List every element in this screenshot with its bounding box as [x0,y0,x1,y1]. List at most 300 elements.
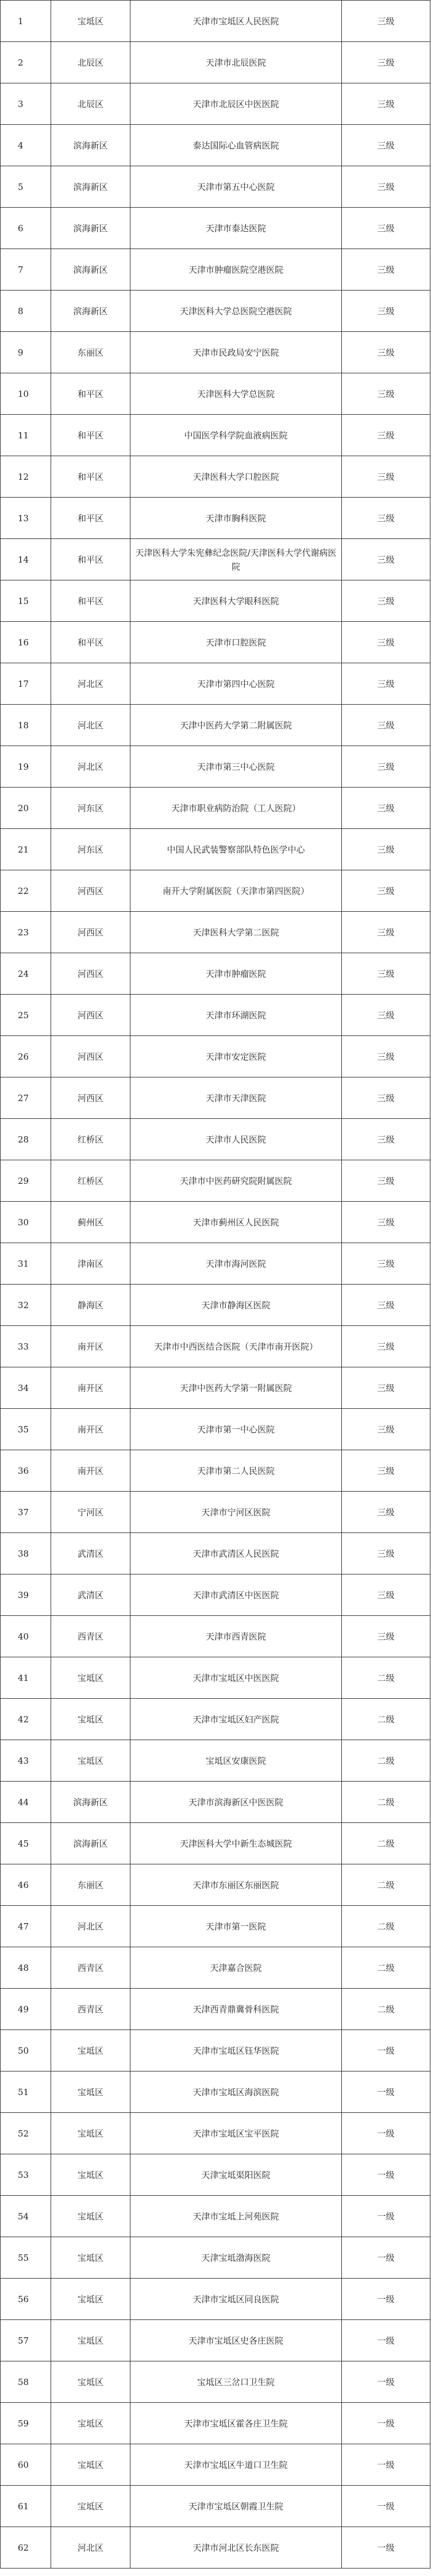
hospital-name-cell: 天津市胸科医院 [130,498,342,539]
district-cell: 滨海新区 [51,291,130,332]
hospital-level-cell: 一级 [342,2113,430,2154]
row-number-cell: 26 [1,1036,51,1077]
district-cell: 和平区 [51,415,130,456]
row-number-cell: 2 [1,42,51,83]
district-cell: 宝坻区 [51,2196,130,2237]
hospital-name-cell: 天津市口腔医院 [130,622,342,663]
hospital-name-cell: 天津市人民医院 [130,1119,342,1160]
table-row [1,1989,430,2030]
district-cell: 宝坻区 [51,2071,130,2113]
table-row [1,2279,430,2320]
row-number-cell: 32 [1,1285,51,1326]
hospital-name-cell: 天津市第五中心医院 [130,166,342,208]
hospital-name-cell: 天津医科大学口腔医院 [130,456,342,498]
hospital-level-cell: 二级 [342,1699,430,1740]
row-number-cell: 55 [1,2237,51,2279]
row-number-cell: 47 [1,1906,51,1947]
district-cell: 河东区 [51,788,130,829]
table-row [1,456,430,498]
hospital-level-cell: 二级 [342,1657,430,1699]
hospital-level-cell: 一级 [342,2071,430,2113]
table-row [1,1906,430,1947]
district-cell: 宝坻区 [51,2154,130,2196]
table-row [1,1285,430,1326]
hospital-name-cell: 天津市宝坻上河苑医院 [130,2196,342,2237]
hospital-level-cell: 二级 [342,1782,430,1823]
table-row [1,1367,430,1409]
hospital-name-cell: 天津市宝坻区朝霞卫生院 [130,2486,342,2527]
table-row [1,2071,430,2113]
row-number-cell: 35 [1,1409,51,1450]
district-cell: 河西区 [51,1077,130,1119]
district-cell: 和平区 [51,456,130,498]
table-row [1,415,430,456]
hospital-level-cell: 二级 [342,1947,430,1989]
row-number-cell: 57 [1,2320,51,2361]
row-number-cell: 45 [1,1823,51,1864]
hospital-name-cell: 天津市宝坻区牛道口卫生院 [130,2444,342,2486]
table-row [1,2444,430,2486]
table-row [1,995,430,1036]
row-number-cell: 52 [1,2113,51,2154]
district-cell: 河东区 [51,829,130,870]
hospital-name-cell: 天津医科大学总医院空港医院 [130,291,342,332]
district-cell: 滨海新区 [51,1782,130,1823]
table-row [1,2486,430,2527]
table-row [1,870,430,912]
table-row [1,1574,430,1616]
district-cell: 河西区 [51,953,130,995]
row-number-cell: 20 [1,788,51,829]
hospital-name-cell: 天津市中西医结合医院（天津市南开医院） [130,1326,342,1367]
table-row [1,166,430,208]
hospital-level-cell: 一级 [342,2361,430,2403]
hospital-level-cell: 三级 [342,1450,430,1492]
table-row [1,208,430,249]
hospital-name-cell: 天津市天津医院 [130,1077,342,1119]
table-row [1,2237,430,2279]
table-row [1,1202,430,1243]
district-cell: 河西区 [51,995,130,1036]
hospital-level-cell: 三级 [342,249,430,291]
table-row [1,332,430,373]
district-cell: 宝坻区 [51,2030,130,2071]
hospital-name-cell: 天津市第一医院 [130,1906,342,1947]
district-cell: 宝坻区 [51,2113,130,2154]
row-number-cell: 12 [1,456,51,498]
row-number-cell: 13 [1,498,51,539]
hospital-level-cell: 三级 [342,1119,430,1160]
table-row [1,829,430,870]
row-number-cell: 27 [1,1077,51,1119]
district-cell: 宝坻区 [51,1699,130,1740]
hospital-name-cell: 天津嘉合医院 [130,1947,342,1989]
district-cell: 西青区 [51,1616,130,1657]
hospital-level-cell: 三级 [342,208,430,249]
table-row [1,1533,430,1574]
district-cell: 宝坻区 [51,2444,130,2486]
hospital-name-cell: 天津医科大学总医院 [130,373,342,415]
hospital-name-cell: 天津市西青医院 [130,1616,342,1657]
hospital-level-cell: 三级 [342,1367,430,1409]
district-cell: 滨海新区 [51,249,130,291]
table-row [1,498,430,539]
hospital-table-body [1,1,430,2569]
table-row [1,291,430,332]
row-number-cell: 28 [1,1119,51,1160]
table-row [1,1036,430,1077]
table-row [1,539,430,580]
row-number-cell: 56 [1,2279,51,2320]
district-cell: 津南区 [51,1243,130,1285]
district-cell: 南开区 [51,1367,130,1409]
district-cell: 宝坻区 [51,1657,130,1699]
hospital-level-cell: 三级 [342,870,430,912]
row-number-cell: 23 [1,912,51,953]
hospital-level-cell: 一级 [342,2154,430,2196]
hospital-name-cell: 天津医科大学眼科医院 [130,580,342,622]
hospital-name-cell: 天津市滨海新区中医医院 [130,1782,342,1823]
hospital-name-cell: 天津市宝坻区史各庄医院 [130,2320,342,2361]
row-number-cell: 8 [1,291,51,332]
table-row [1,953,430,995]
table-row [1,1326,430,1367]
row-number-cell: 7 [1,249,51,291]
table-row [1,125,430,166]
hospital-name-cell: 天津市环湖医院 [130,995,342,1036]
district-cell: 南开区 [51,1450,130,1492]
hospital-name-cell: 天津市武清区中医医院 [130,1574,342,1616]
district-cell: 滨海新区 [51,125,130,166]
hospital-name-cell: 南开大学附属医院（天津市第四医院） [130,870,342,912]
row-number-cell: 30 [1,1202,51,1243]
table-row [1,1492,430,1533]
hospital-level-cell: 三级 [342,622,430,663]
row-number-cell: 9 [1,332,51,373]
hospital-level-cell: 二级 [342,1864,430,1906]
hospital-name-cell: 天津中医药大学第一附属医院 [130,1367,342,1409]
table-row [1,1947,430,1989]
hospital-name-cell: 天津市宝坻区宝平医院 [130,2113,342,2154]
table-row [1,2196,430,2237]
table-row [1,2361,430,2403]
district-cell: 宝坻区 [51,2361,130,2403]
hospital-level-cell: 三级 [342,788,430,829]
table-row [1,1077,430,1119]
row-number-cell: 53 [1,2154,51,2196]
district-cell: 和平区 [51,373,130,415]
hospital-level-cell: 三级 [342,663,430,705]
table-row [1,1657,430,1699]
hospital-name-cell: 天津医科大学第二医院 [130,912,342,953]
hospital-level-cell: 三级 [342,332,430,373]
district-cell: 静海区 [51,1285,130,1326]
hospital-level-cell: 一级 [342,2196,430,2237]
row-number-cell: 16 [1,622,51,663]
row-number-cell: 19 [1,746,51,788]
row-number-cell: 18 [1,705,51,746]
hospital-level-cell: 三级 [342,746,430,788]
hospital-name-cell: 天津宝坻渠阳医院 [130,2154,342,2196]
district-cell: 河西区 [51,870,130,912]
hospital-name-cell: 天津市北辰区中医医院 [130,83,342,125]
district-cell: 宝坻区 [51,2237,130,2279]
row-number-cell: 14 [1,539,51,580]
row-number-cell: 58 [1,2361,51,2403]
table-row [1,1160,430,1202]
row-number-cell: 49 [1,1989,51,2030]
hospital-name-cell: 天津市宝坻区中医医院 [130,1657,342,1699]
hospital-name-cell: 天津市宝坻区同良医院 [130,2279,342,2320]
district-cell: 南开区 [51,1409,130,1450]
hospital-name-cell: 天津西青鼎冀骨科医院 [130,1989,342,2030]
hospital-name-cell: 中国人民武装警察部队特色医学中心 [130,829,342,870]
hospital-level-cell: 三级 [342,1533,430,1574]
district-cell: 东丽区 [51,332,130,373]
district-cell: 河西区 [51,1036,130,1077]
row-number-cell: 62 [1,2527,51,2569]
hospital-level-cell: 三级 [342,580,430,622]
row-number-cell: 59 [1,2403,51,2444]
hospital-level-cell: 三级 [342,498,430,539]
row-number-cell: 17 [1,663,51,705]
row-number-cell: 54 [1,2196,51,2237]
hospital-name-cell: 天津市安定医院 [130,1036,342,1077]
district-cell: 蓟州区 [51,1202,130,1243]
hospital-name-cell: 天津中医药大学第二附属医院 [130,705,342,746]
district-cell: 河北区 [51,663,130,705]
district-cell: 宝坻区 [51,2279,130,2320]
district-cell: 武清区 [51,1533,130,1574]
hospital-name-cell: 天津市蓟州区人民医院 [130,1202,342,1243]
district-cell: 宝坻区 [51,2486,130,2527]
hospital-level-cell: 一级 [342,2030,430,2071]
hospital-level-cell: 三级 [342,539,430,580]
hospital-name-cell: 天津市北辰医院 [130,42,342,83]
table-row [1,1823,430,1864]
row-number-cell: 60 [1,2444,51,2486]
row-number-cell: 42 [1,1699,51,1740]
hospital-level-cell: 三级 [342,166,430,208]
district-cell: 河北区 [51,705,130,746]
hospital-level-cell: 一级 [342,2279,430,2320]
table-row [1,2030,430,2071]
district-cell: 宝坻区 [51,1,130,42]
district-cell: 东丽区 [51,1864,130,1906]
hospital-level-cell: 一级 [342,2403,430,2444]
hospital-name-cell: 天津市宝坻区海滨医院 [130,2071,342,2113]
district-cell: 西青区 [51,1947,130,1989]
table-row [1,1243,430,1285]
row-number-cell: 6 [1,208,51,249]
row-number-cell: 41 [1,1657,51,1699]
row-number-cell: 43 [1,1740,51,1782]
district-cell: 西青区 [51,1989,130,2030]
table-row [1,2154,430,2196]
table-row [1,1699,430,1740]
hospital-level-cell: 二级 [342,1989,430,2030]
hospital-name-cell: 天津市东丽区东丽医院 [130,1864,342,1906]
hospital-name-cell: 天津市泰达医院 [130,208,342,249]
district-cell: 宝坻区 [51,2320,130,2361]
hospital-name-cell: 宝坻区安康医院 [130,1740,342,1782]
row-number-cell: 5 [1,166,51,208]
hospital-level-cell: 二级 [342,1740,430,1782]
hospital-name-cell: 宝坻区三岔口卫生院 [130,2361,342,2403]
hospital-name-cell: 天津市第一中心医院 [130,1409,342,1450]
table-row [1,1119,430,1160]
hospital-name-cell: 天津医科大学朱宪彝纪念医院/天津医科大学代谢病医院 [130,539,342,580]
hospital-level-cell: 二级 [342,1906,430,1947]
district-cell: 河北区 [51,1906,130,1947]
district-cell: 滨海新区 [51,1823,130,1864]
row-number-cell: 11 [1,415,51,456]
row-number-cell: 33 [1,1326,51,1367]
hospital-level-cell: 三级 [342,456,430,498]
row-number-cell: 25 [1,995,51,1036]
row-number-cell: 51 [1,2071,51,2113]
hospital-name-cell: 天津市职业病防治院（工人医院） [130,788,342,829]
hospital-level-cell: 三级 [342,1574,430,1616]
hospital-level-cell: 一级 [342,2237,430,2279]
district-cell: 红桥区 [51,1160,130,1202]
district-cell: 北辰区 [51,42,130,83]
row-number-cell: 46 [1,1864,51,1906]
row-number-cell: 1 [1,1,51,42]
hospital-name-cell: 天津宝坻渤海医院 [130,2237,342,2279]
district-cell: 宝坻区 [51,1740,130,1782]
hospital-level-cell: 三级 [342,1616,430,1657]
row-number-cell: 38 [1,1533,51,1574]
row-number-cell: 34 [1,1367,51,1409]
table-row [1,373,430,415]
table-row [1,580,430,622]
table-row [1,622,430,663]
district-cell: 滨海新区 [51,166,130,208]
hospital-name-cell: 天津医科大学中新生态城医院 [130,1823,342,1864]
hospital-level-cell: 三级 [342,912,430,953]
hospital-name-cell: 天津市宝坻区妇产医院 [130,1699,342,1740]
hospital-level-cell: 三级 [342,1036,430,1077]
district-cell: 和平区 [51,622,130,663]
hospital-name-cell: 天津市宝坻区人民医院 [130,1,342,42]
row-number-cell: 31 [1,1243,51,1285]
table-row [1,912,430,953]
hospital-level-cell: 三级 [342,42,430,83]
hospital-name-cell: 天津市第四中心医院 [130,663,342,705]
row-number-cell: 40 [1,1616,51,1657]
district-cell: 宝坻区 [51,2403,130,2444]
table-row [1,1740,430,1782]
hospital-level-cell: 三级 [342,1243,430,1285]
row-number-cell: 50 [1,2030,51,2071]
row-number-cell: 22 [1,870,51,912]
hospital-name-cell: 天津市宁河区医院 [130,1492,342,1533]
row-number-cell: 4 [1,125,51,166]
hospital-name-cell: 天津市武清区人民医院 [130,1533,342,1574]
hospital-name-cell: 中国医学科学院血液病医院 [130,415,342,456]
table-row [1,2403,430,2444]
table-row [1,2320,430,2361]
table-row [1,663,430,705]
hospital-level-cell: 三级 [342,291,430,332]
district-cell: 武清区 [51,1574,130,1616]
hospital-level-cell: 二级 [342,1823,430,1864]
hospital-name-cell: 天津市肿瘤医院 [130,953,342,995]
hospital-name-cell: 天津市海河医院 [130,1243,342,1285]
table-row [1,83,430,125]
hospital-level-cell: 三级 [342,1326,430,1367]
district-cell: 河北区 [51,746,130,788]
district-cell: 和平区 [51,580,130,622]
hospital-level-cell: 三级 [342,1409,430,1450]
district-cell: 宁河区 [51,1492,130,1533]
row-number-cell: 48 [1,1947,51,1989]
table-row [1,1782,430,1823]
district-cell: 和平区 [51,498,130,539]
row-number-cell: 44 [1,1782,51,1823]
table-row [1,249,430,291]
hospital-level-cell: 一级 [342,2486,430,2527]
hospital-level-cell: 一级 [342,2444,430,2486]
table-row [1,1,430,42]
hospital-level-cell: 三级 [342,1077,430,1119]
hospital-level-cell: 三级 [342,953,430,995]
hospital-name-cell: 泰达国际心血管病医院 [130,125,342,166]
row-number-cell: 61 [1,2486,51,2527]
row-number-cell: 21 [1,829,51,870]
district-cell: 滨海新区 [51,208,130,249]
hospital-level-cell: 三级 [342,1285,430,1326]
hospital-name-cell: 天津市河北区长东医院 [130,2527,342,2569]
hospital-level-cell: 三级 [342,829,430,870]
hospital-name-cell: 天津市静海区医院 [130,1285,342,1326]
table-row [1,705,430,746]
hospital-level-cell: 一级 [342,2320,430,2361]
hospital-level-cell: 三级 [342,1,430,42]
hospital-name-cell: 天津市民政局安宁医院 [130,332,342,373]
district-cell: 北辰区 [51,83,130,125]
table-row [1,2113,430,2154]
hospital-name-cell: 天津市肿瘤医院空港医院 [130,249,342,291]
row-number-cell: 29 [1,1160,51,1202]
table-row [1,746,430,788]
hospital-name-cell: 天津市中医药研究院附属医院 [130,1160,342,1202]
hospital-level-cell: 三级 [342,373,430,415]
row-number-cell: 37 [1,1492,51,1533]
table-row [1,788,430,829]
hospital-name-cell: 天津市第二人民医院 [130,1450,342,1492]
hospital-level-cell: 三级 [342,705,430,746]
hospital-level-cell: 三级 [342,125,430,166]
row-number-cell: 39 [1,1574,51,1616]
hospital-level-cell: 三级 [342,1202,430,1243]
row-number-cell: 15 [1,580,51,622]
district-cell: 河北区 [51,2527,130,2569]
hospital-level-cell: 三级 [342,415,430,456]
table-row [1,42,430,83]
district-cell: 河西区 [51,912,130,953]
hospital-name-cell: 天津市宝坻区霍各庄卫生院 [130,2403,342,2444]
table-row [1,1864,430,1906]
table-row [1,1616,430,1657]
row-number-cell: 3 [1,83,51,125]
row-number-cell: 10 [1,373,51,415]
hospital-level-cell: 三级 [342,1160,430,1202]
row-number-cell: 36 [1,1450,51,1492]
table-row [1,2527,430,2569]
row-number-cell: 24 [1,953,51,995]
